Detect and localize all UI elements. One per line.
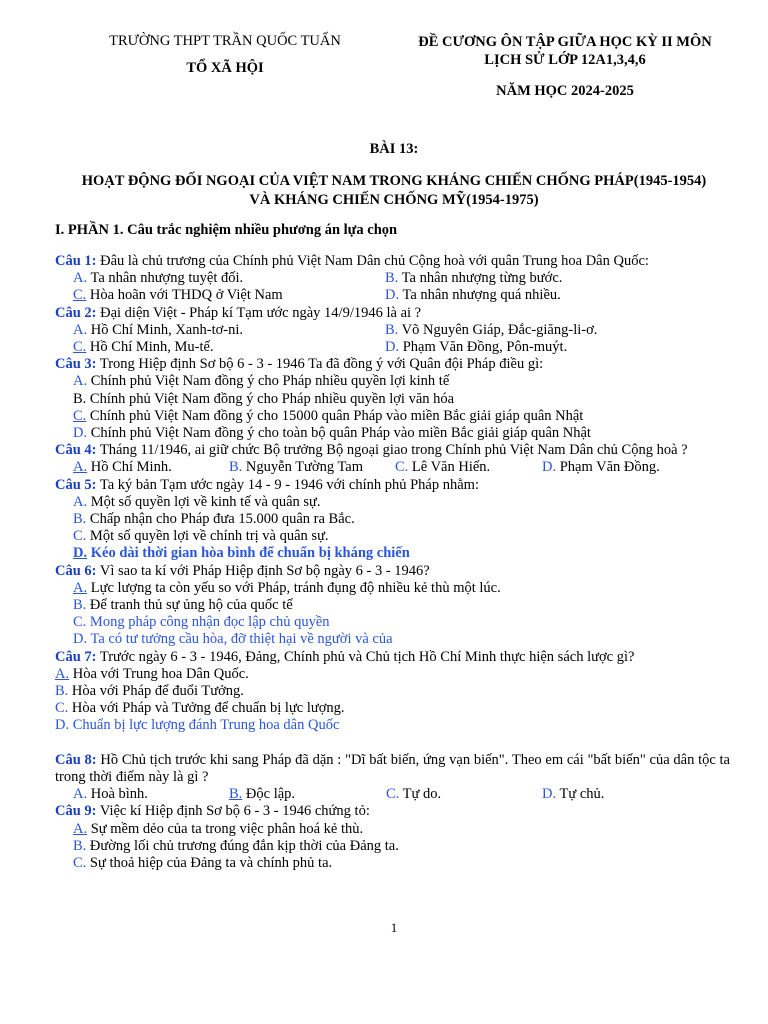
option-b: B. Chính phủ Việt Nam đồng ý cho Pháp nhiều quyền lợi văn hóa bbox=[73, 390, 455, 407]
question-text: Trước ngày 6 - 3 - 1946, Đảng, Chính phủ và Chủ tịch Hồ Chí Minh thực hiện sách lược gì? bbox=[96, 648, 635, 665]
option-c: C. Hòa hoãn với THDQ ở Việt Nam bbox=[73, 287, 283, 304]
question-6 bbox=[55, 563, 730, 649]
question-label: Câu 4: bbox=[55, 442, 97, 459]
question-2 bbox=[55, 305, 730, 357]
question-text: Vì sao ta kí với Pháp Hiệp định Sơ bộ ngày 6 - 3 - 1946? bbox=[96, 562, 430, 579]
question-label: Câu 9: bbox=[55, 803, 97, 820]
option-d: D. Tự chủ. bbox=[542, 786, 605, 803]
option-d: D. Chính phủ Việt Nam đồng ý cho toàn bộ quân Pháp vào miền Bắc giải giáp quân Nhật bbox=[73, 425, 591, 442]
doc-title-line2: LỊCH SỬ LỚP 12A1,3,4,6 bbox=[484, 52, 646, 68]
question-1 bbox=[55, 253, 730, 305]
option-d: D. Ta có tư tưởng cầu hòa, đỡ thiệt hại về người và của bbox=[73, 631, 393, 648]
question-label: Câu 1: bbox=[55, 253, 97, 269]
option-a: A. Ta nhân nhượng tuyệt đối. bbox=[73, 270, 244, 287]
option-d: D. Ta nhân nhượng quá nhiều. bbox=[385, 287, 561, 304]
option-c: C. Chính phủ Việt Nam đồng ý cho 15000 quân Pháp vào miền Bắc giải giáp quân Nhật bbox=[73, 407, 584, 424]
doc-title-line1: ĐỀ CƯƠNG ÔN TẬP GIỮA HỌC KỲ II MÔN bbox=[418, 34, 712, 50]
option-b: B. Ta nhân nhượng từng bước. bbox=[385, 270, 563, 287]
school-name: TRƯỜNG THPT TRẦN QUỐC TUẤN bbox=[109, 33, 341, 49]
question-label: Câu 3: bbox=[55, 356, 97, 373]
question-list bbox=[55, 253, 730, 872]
option-a: A. Hồ Chí Minh. bbox=[73, 459, 172, 476]
option-a: A. Sự mềm dẻo của ta trong việc phân hoá kẻ thù. bbox=[73, 820, 364, 837]
spacer bbox=[55, 735, 730, 752]
option-d: D. Kéo dài thời gian hòa bình để chuẩn bị kháng chiến bbox=[73, 545, 410, 562]
option-c: C. Mong pháp công nhận đọc lập chủ quyền bbox=[73, 614, 330, 631]
option-c: C. Hòa với Pháp và Tưởng để chuẩn bị lực lượng. bbox=[55, 700, 345, 717]
option-a: A. Chính phủ Việt Nam đồng ý cho Pháp nhiều quyền lợi kinh tế bbox=[73, 373, 450, 390]
question-text: Việc kí Hiệp định Sơ bộ 6 - 3 - 1946 chứng tỏ: bbox=[96, 803, 370, 820]
question-3 bbox=[55, 356, 730, 442]
question-label: Câu 7: bbox=[55, 648, 97, 665]
option-b: B. Chấp nhận cho Pháp đưa 15.000 quân ra Bắc. bbox=[73, 511, 355, 528]
question-text: Tháng 11/1946, ai giữ chức Bộ trưởng Bộ ngoại giao trong Chính phủ Việt Nam Dân chủ Cộng hoà ? bbox=[96, 442, 688, 459]
question-text: Đại diện Việt - Pháp kí Tạm ước ngày 14/9/1946 là ai ? bbox=[96, 304, 422, 321]
option-b: B. Võ Nguyên Giáp, Đắc-giăng-li-ơ. bbox=[385, 321, 598, 338]
question-8 bbox=[55, 752, 730, 804]
question-text: Ta ký bản Tạm ước ngày 14 - 9 - 1946 với chính phủ Pháp nhằm: bbox=[96, 476, 479, 493]
question-5 bbox=[55, 477, 730, 563]
option-b: B. Đường lối chủ trương đúng đắn kịp thời của Đảng ta. bbox=[73, 837, 399, 854]
option-a: A. Lực lượng ta còn yếu so với Pháp, tránh đụng độ nhiều kẻ thù một lúc. bbox=[73, 579, 501, 596]
lesson-title-line1: HOẠT ĐỘNG ĐỐI NGOẠI CỦA VIỆT NAM TRONG KHÁNG CHIẾN CHỐNG PHÁP(1945-1954) bbox=[81, 173, 707, 189]
header-left bbox=[90, 33, 360, 77]
option-c: C. Lê Văn Hiến. bbox=[395, 459, 491, 476]
option-d: D. Phạm Văn Đồng. bbox=[542, 459, 660, 476]
option-b: B. Độc lập. bbox=[229, 786, 296, 803]
question-label: Câu 8: bbox=[55, 751, 97, 768]
question-label: Câu 2: bbox=[55, 304, 97, 321]
option-d: D. Phạm Văn Đồng, Pôn-muýt. bbox=[385, 339, 568, 356]
question-text: Hồ Chủ tịch trước khi sang Pháp đã dặn : "Dĩ bất biến, ứng vạn biến". Theo em cái "bất biến" của dân tộc ta trong thời điểm này là gì ? bbox=[55, 751, 730, 785]
page-number: 1 bbox=[390, 920, 398, 935]
option-b: B. Để tranh thủ sự ủng hộ của quốc tế bbox=[73, 597, 293, 614]
question-7 bbox=[55, 649, 730, 735]
department-name: TỔ XÃ HỘI bbox=[186, 60, 264, 76]
option-b: B. Hòa với Pháp để đuổi Tưởng. bbox=[55, 683, 244, 700]
option-a: A. Hoà bình. bbox=[73, 786, 148, 803]
lesson-heading: BÀI 13: bbox=[369, 141, 419, 157]
question-text: Đâu là chủ trương của Chính phủ Việt Nam Dân chủ Cộng hoà với quân Trung hoa Dân Quốc: bbox=[96, 253, 649, 269]
question-label: Câu 5: bbox=[55, 476, 97, 493]
option-a: A. Hồ Chí Minh, Xanh-tơ-ni. bbox=[73, 321, 243, 338]
lesson-title-line2: VÀ KHÁNG CHIẾN CHỐNG MỸ(1954-1975) bbox=[249, 192, 539, 208]
option-d: D. Chuẩn bị lực lượng đánh Trung hoa dân Quốc bbox=[55, 717, 340, 734]
school-year: NĂM HỌC 2024-2025 bbox=[496, 83, 634, 99]
option-c: C. Một số quyền lợi về chính trị và quân sự. bbox=[73, 528, 329, 545]
option-a: A. Một số quyền lợi về kinh tế và quân sự. bbox=[73, 493, 321, 510]
option-a: A. Hòa với Trung hoa Dân Quốc. bbox=[55, 665, 249, 682]
option-c: C. Sự thoả hiệp của Đảng ta và chính phủ ta. bbox=[73, 854, 333, 871]
option-c: C. Hồ Chí Minh, Mu-tế. bbox=[73, 339, 214, 356]
option-b: B. Nguyễn Tường Tam bbox=[229, 459, 363, 476]
option-c: C. Tự do. bbox=[386, 786, 442, 803]
question-9 bbox=[55, 803, 730, 872]
question-4 bbox=[55, 442, 730, 476]
header-right bbox=[395, 33, 735, 100]
question-text: Trong Hiệp định Sơ bộ 6 - 3 - 1946 Ta đã đồng ý với Quân đội Pháp điều gì: bbox=[96, 356, 544, 373]
lesson-title bbox=[55, 172, 733, 210]
section-heading: I. PHẦN 1. Câu trắc nghiệm nhiều phương án lựa chọn bbox=[55, 222, 398, 238]
question-label: Câu 6: bbox=[55, 562, 97, 579]
